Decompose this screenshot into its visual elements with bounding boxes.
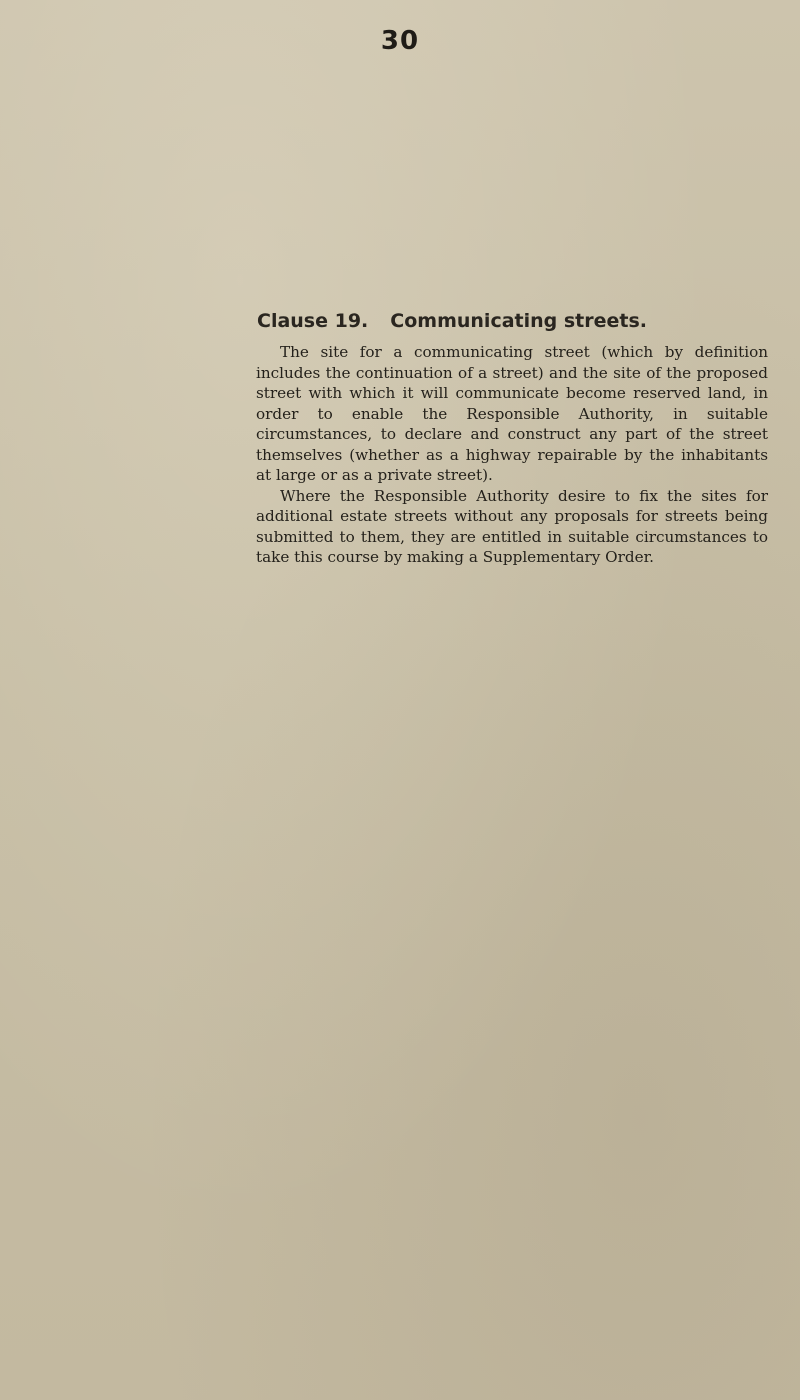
clause-heading bbox=[257, 310, 647, 332]
clause-body bbox=[256, 342, 768, 568]
clause-title: Communicating streets. bbox=[390, 310, 648, 332]
paragraph: The site for a communicating street (which by definition includes the continuation of a street) and the site of the proposed street with which it will communicate become reserved land, in order to enable the Responsible Authority, in suitable circumstances, to declare and construct any part of the street themselves (whether as a highway repairable by the inhabitants at large or as a private street). bbox=[256, 343, 768, 484]
paragraph: Where the Responsible Authority desire to fix the sites for additional estate streets without any proposals for streets being submitted to them, they are entitled in suitable circumstances to take this course by making a Supplementary Order. bbox=[256, 486, 768, 566]
page-number: 30 bbox=[380, 26, 420, 56]
clause-number: Clause 19. bbox=[257, 310, 369, 332]
